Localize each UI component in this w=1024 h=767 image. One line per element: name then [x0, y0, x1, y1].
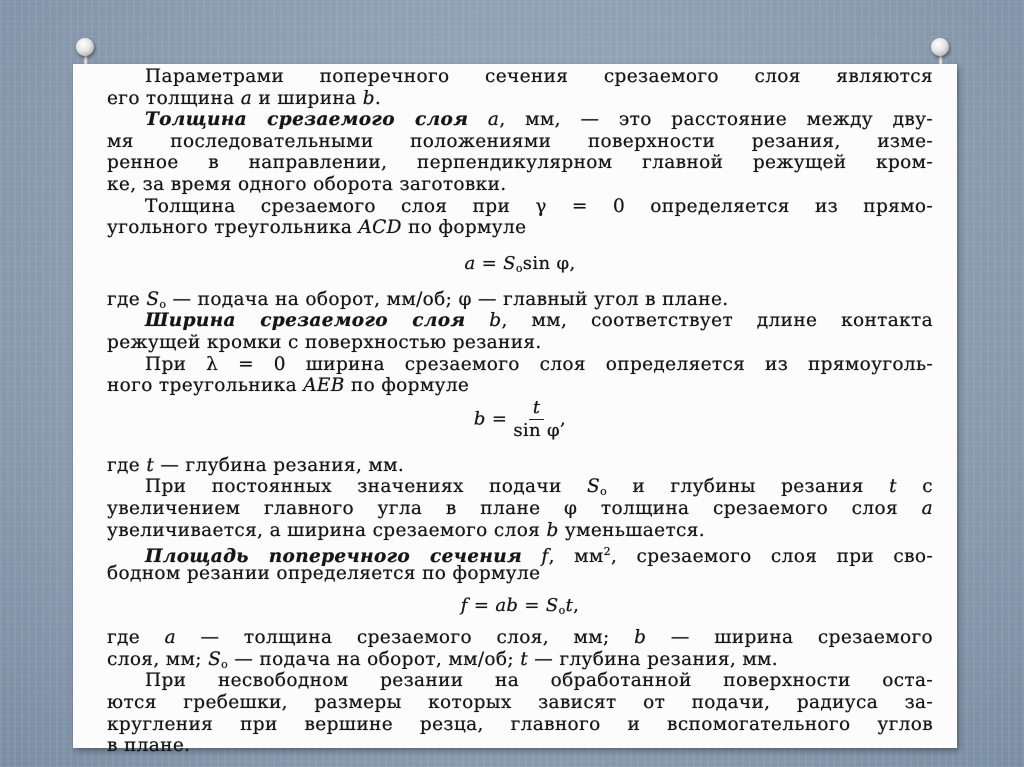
text-run: где — [107, 454, 147, 476]
text-run — [468, 109, 488, 130]
text-run: b — [546, 519, 559, 541]
formula — [107, 584, 933, 627]
text-run: S — [146, 288, 160, 310]
text-line — [107, 217, 933, 239]
text-line — [107, 152, 933, 174]
text-run: в плане. — [107, 735, 191, 757]
document-text — [107, 66, 933, 757]
text-line — [107, 196, 933, 218]
text-run: a — [921, 497, 933, 519]
text-run: угольного треугольника — [107, 217, 359, 239]
text-line — [107, 692, 933, 714]
text-run: по формуле — [401, 217, 527, 239]
text-run: AEB — [303, 375, 345, 397]
text-run: бодном резании определяется по формуле — [107, 562, 541, 584]
formula — [107, 397, 933, 455]
text-run: — подача на оборот, мм/об; — [228, 648, 521, 670]
text-run: При λ = 0 ширина срезаемого слоя определяется из прямоуголь- — [145, 353, 933, 375]
text-run: t — [146, 454, 155, 476]
text-run: режущей кромки с поверхностью резания. — [107, 331, 542, 353]
text-line — [107, 649, 933, 671]
text-run: Параметрами поперечного сечения срезаемого слоя являются — [145, 66, 933, 87]
text-run: , — [573, 595, 580, 617]
text-run: f — [541, 546, 549, 568]
text-run: уменьшается. — [558, 519, 706, 541]
text-run: с — [896, 476, 933, 498]
text-run: где — [107, 627, 165, 649]
text-line — [107, 289, 933, 311]
text-run: где — [107, 288, 147, 310]
text-line — [107, 109, 933, 131]
text-line — [107, 735, 933, 757]
text-run: = — [467, 595, 496, 617]
text-line — [107, 174, 933, 196]
text-line — [107, 332, 933, 354]
text-line — [107, 476, 933, 498]
text-run: = — [485, 408, 514, 430]
text-run: кругления при вершине резца, главного и вспомогательного углов — [107, 713, 933, 735]
term-heading: Площадь поперечного сечения — [145, 546, 523, 568]
text-run: o — [221, 657, 229, 671]
text-run: b — [473, 408, 486, 430]
text-line — [107, 455, 933, 477]
text-run: o — [159, 297, 167, 311]
text-line — [107, 310, 933, 332]
text-run: ке, за время одного оборота заготовки. — [107, 173, 507, 195]
text-run: увеличивается, а ширина срезаемого слоя — [107, 519, 547, 541]
text-run: S — [503, 252, 516, 274]
text-line — [107, 375, 933, 397]
text-run: и ширина — [252, 87, 363, 109]
text-run: = — [518, 595, 546, 617]
document-page — [73, 64, 957, 757]
text-run: S — [208, 648, 222, 670]
text-run: его толщина — [107, 87, 241, 109]
text-run: a — [487, 109, 500, 131]
text-run: , мм, — это расстояние между дву- — [499, 109, 933, 131]
term-heading: Ширина срезаемого слоя — [145, 310, 466, 332]
text-run: b — [489, 310, 502, 332]
text-run: t — [520, 648, 529, 670]
text-run: S — [587, 476, 601, 498]
text-run: Толщина срезаемого слоя при γ = 0 определяется из прямо- — [145, 195, 933, 217]
text-run: При несвободном резании на обработанной поверхности оста- — [145, 670, 933, 692]
text-run: При постоянных значениях подачи — [145, 476, 588, 498]
text-line — [107, 354, 933, 376]
text-run: b — [362, 87, 375, 109]
text-run: 2 — [603, 545, 611, 559]
text-run — [466, 310, 490, 331]
text-run: и глубины резания — [607, 476, 890, 498]
text-run: — подача на оборот, мм/об; φ — главный угол в плане. — [166, 288, 729, 310]
text-run: o — [515, 261, 523, 275]
text-line — [107, 714, 933, 736]
text-run: — толщина срезаемого слоя, мм; — [176, 627, 635, 649]
text-run: ного треугольника — [107, 375, 304, 397]
formula — [107, 239, 933, 289]
text-run: — глубина резания, мм. — [528, 648, 779, 670]
text-line — [107, 498, 933, 520]
text-run: ab — [495, 595, 519, 617]
fraction-denominator: sin φ — [513, 419, 561, 441]
text-run: , мм, соответствует длине контакта — [501, 310, 933, 332]
text-line — [107, 541, 933, 568]
term-heading: Толщина срезаемого слоя — [145, 109, 469, 131]
text-run: ренное в направлении, перпендикулярном главной режущей кром- — [107, 152, 933, 174]
text-run: a — [164, 627, 176, 649]
text-run: S — [545, 595, 559, 617]
text-line — [107, 627, 933, 649]
text-run: f — [460, 595, 468, 617]
text-line — [107, 88, 933, 110]
text-line — [107, 520, 933, 542]
fraction-numerator: t — [529, 397, 545, 420]
text-run: o — [600, 485, 608, 499]
text-line — [107, 670, 933, 692]
text-run: — ширина срезаемого — [646, 627, 933, 649]
text-run: sin φ, — [522, 252, 576, 274]
text-run: , мм — [548, 546, 604, 568]
text-run: t — [565, 595, 574, 617]
text-run: мя последовательными положениями поверхности резания, изме- — [107, 130, 933, 152]
text-run: — глубина резания, мм. — [154, 454, 405, 476]
text-run: ACD — [358, 217, 402, 239]
fraction — [513, 397, 560, 442]
text-run: b — [634, 627, 647, 649]
text-run: a — [464, 252, 476, 274]
text-run: a — [240, 87, 253, 109]
text-run: = — [475, 252, 504, 274]
text-run: увеличением главного угла в плане φ толщина срезаемого слоя — [107, 497, 922, 519]
text-line — [107, 66, 933, 88]
text-run: , — [560, 408, 567, 430]
text-run: , срезаемого слоя при сво- — [611, 546, 933, 568]
text-run: . — [374, 87, 382, 109]
text-run: o — [558, 604, 566, 618]
text-line — [107, 131, 933, 153]
text-run: ются гребешки, размеры которых зависят от подачи, радиуса за- — [107, 692, 933, 714]
text-run: слоя, мм; — [107, 648, 209, 670]
text-run: по формуле — [344, 375, 470, 397]
text-run: t — [889, 476, 897, 498]
